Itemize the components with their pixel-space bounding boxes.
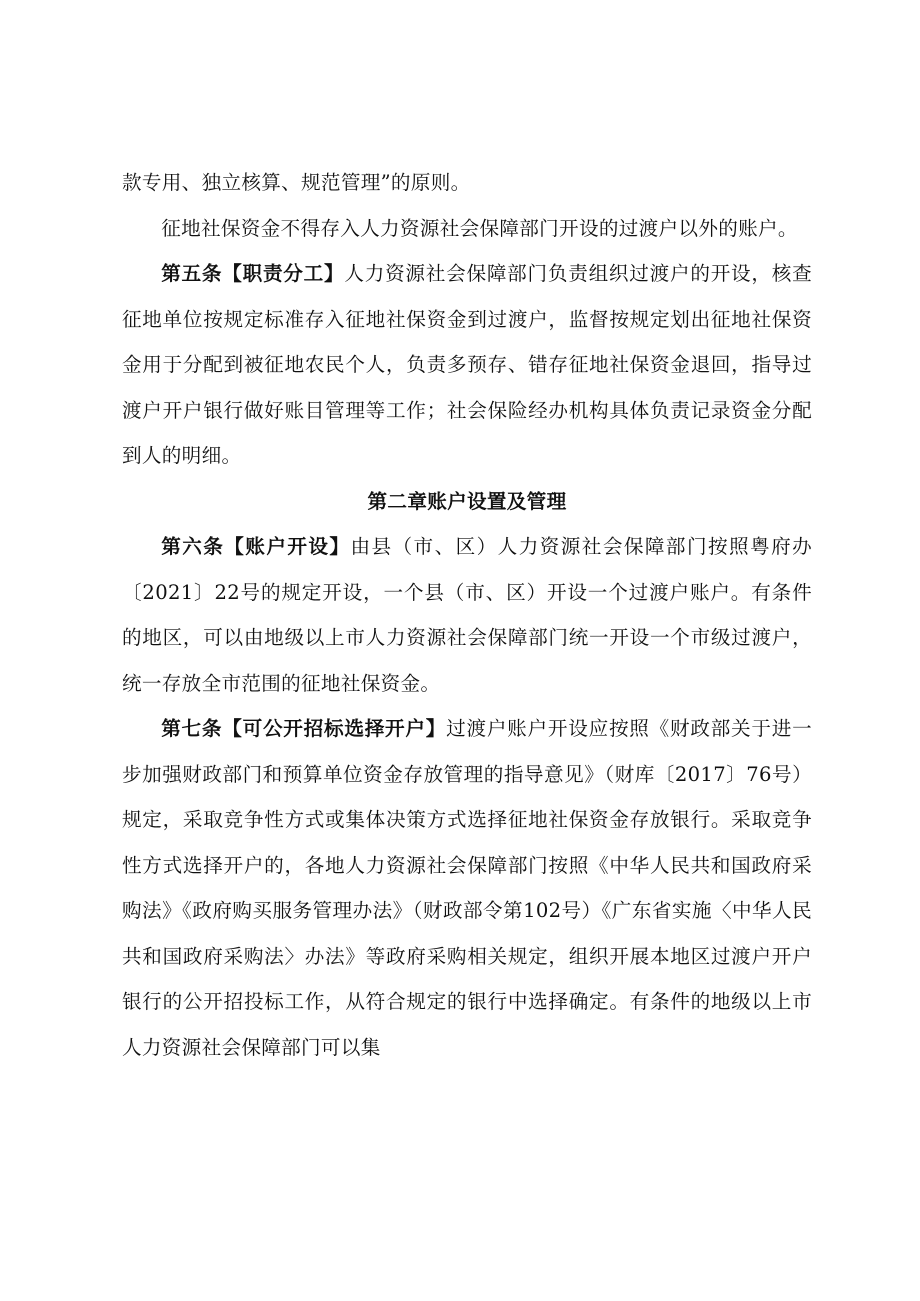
- article-6: [122, 524, 812, 706]
- article-7: [122, 706, 812, 1070]
- article-5-label: 第五条【职责分工】: [161, 262, 345, 285]
- article-7-body: 过渡户账户开设应按照《财政部关于进一步加强财政部门和预算单位资金存放管理的指导意见》（财库〔2017〕76号）规定，采取竞争性方式或集体决策方式选择征地社保资金存放银行。采取竞争性方式选择开户的，各地人力资源社会保障部门按照《中华人民共和国政府采购法》《政府购买服务管理办法》（财政部令第102号）《广东省实施〈中华人民共和国政府采购法〉办法》等政府采购相关规定，组织开展本地区过渡户开户银行的公开招投标工作，从符合规定的银行中选择确定。有条件的地级以上市人力资源社会保障部门可以集: [122, 717, 813, 1059]
- article-5-body: 人力资源社会保障部门负责组织过渡户的开设，核查征地单位按规定标准存入征地社保资金到过渡户，监督按规定划出征地社保资金用于分配到被征地农民个人，负责多预存、错存征地社保资金退回，指导过渡户开户银行做好账目管理等工作；社会保险经办机构具体负责记录资金分配到人的明细。: [122, 262, 812, 467]
- chapter-2-heading: 第二章账户设置及管理: [367, 489, 567, 513]
- article-6-label: 第六条【账户开设】: [161, 535, 351, 558]
- article-5: [122, 251, 812, 479]
- document-body: [122, 160, 812, 1070]
- article-6-body: 由县（市、区）人力资源社会保障部门按照粤府办〔2021〕22号的规定开设，一个县（市、区）开设一个过渡户账户。有条件的地区，可以由地级以上市人力资源社会保障部门统一开设一个市级过渡户，统一存放全市范围的征地社保资金。: [122, 535, 812, 695]
- paragraph-continuation: 款专用、独立核算、规范管理”的原则。: [122, 171, 471, 194]
- article-7-label: 第七条【可公开招标选择开户】: [161, 717, 447, 740]
- paragraph-deposit-restriction: 征地社保资金不得存入人力资源社会保障部门开设的过渡户以外的账户。: [161, 216, 798, 240]
